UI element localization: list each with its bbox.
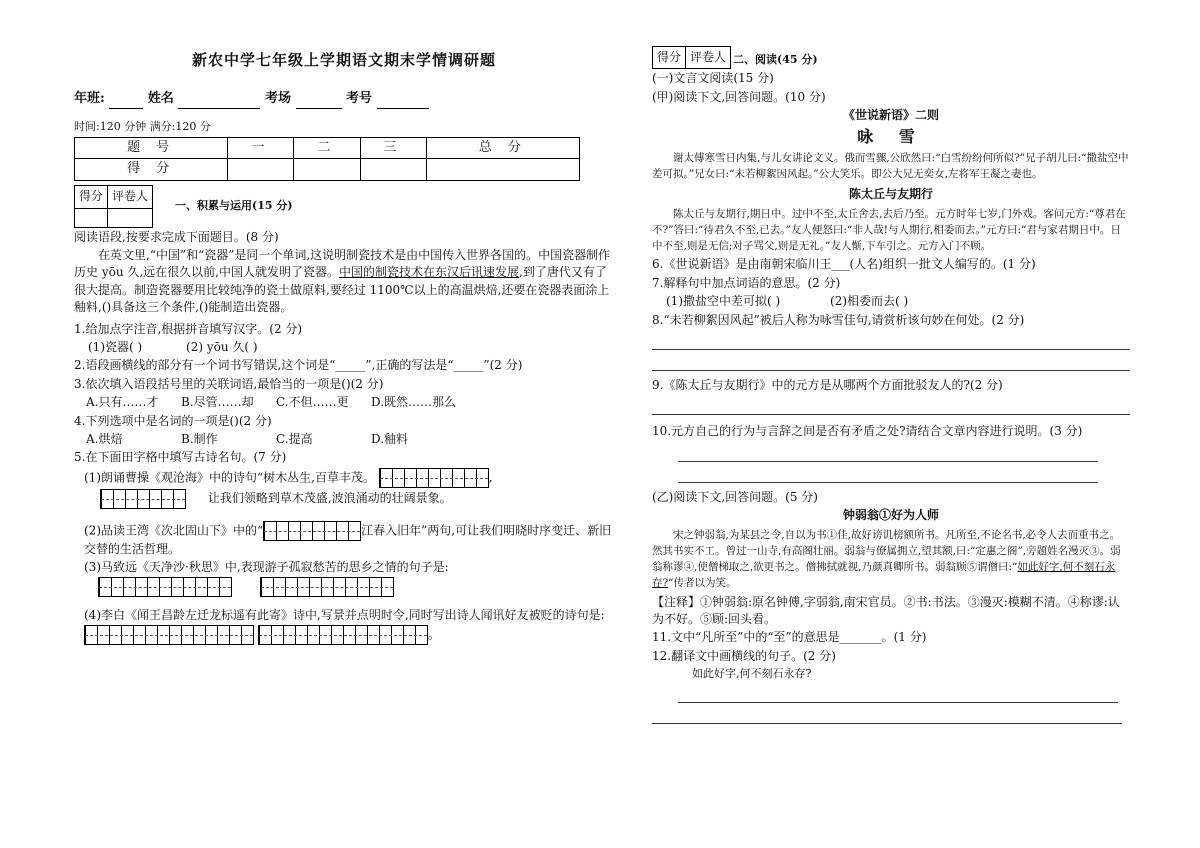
exam-number-field[interactable]	[377, 96, 429, 109]
answer-line[interactable]	[652, 709, 1122, 724]
answer-line[interactable]	[652, 400, 1130, 415]
answer-line[interactable]	[652, 356, 1130, 371]
student-info-line: 年班: 姓名 考场 考号	[74, 90, 614, 109]
section2-title: 二、阅读(45 分)	[733, 53, 818, 66]
zhong-text: 宋之钟弱翁,为某县之令,自以为书①佳,故好谤讥榜额所书。凡所至,不论名书,必令人去而重书之。然其书实不工。曾过一山寺,有高阁壮丽。弱翁与僚属拥立,望其额,曰:“定惠之阁”,旁题姓名漫灭③。弱翁称谬④,使僧梯取之,欲更书之。僧拂拭就视,乃颜真卿所书。弱翁顾⑤谓僧曰:“如此好字,何不刻石永存?”传者以为笑。	[652, 528, 1121, 590]
left-column: 新农中学七年级上学期语文期末学情调研题 年班: 姓名 考场 考号 时间:120 分钟 满分:120 分 题 号 一 二 三 总 分 得 分 得分 评卷人 一、积累与运用(15 分) 阅读语段,按要求完成下面题目。(8 分) 在英文里,“中国”和“瓷器”是同一个单词,这说明制瓷技术是由中国传入世界各国的。中国瓷器制作历史 yōu 久,远在很久以前,中国人就发明了瓷器。中国的制瓷技术在东汉后讯速发展,到了唐代又有了很大提高。制造瓷器要用比较纯净的瓷土做原料,要经过 1100℃以上的高温烘焙,还要在瓷器表面涂上釉料,()具备这三个条件,()能制造出瓷器。 1.给加点字注音,根据拼音填写汉字。(2 分) (1)瓷器( ) (2) yōu 久( ) 2.语段画横线的部分有一个词书写错误,这个词是“_____”,正确的写法是“_____”(2 分) 3.依次填入语段括号里的关联词语,最恰当的一项是()(2 分) A.只有……才 B.尽管……却 C.不但……更 D.既然……那么 4.下列选项中是名词的一项是()(2 分) A.烘焙 B.制作 C.提高 D.釉料 5.在下面田字格中填写古诗名句。(7 分) (1)朗诵曹操《观沧海》中的诗句“树木丛生,百草丰茂。 , 让我们领略到草木茂盛,波浪涌动的壮阔景象。 (2)品读王湾《次北固山下》中的“ 江春入旧年”两句,可让我们明晓时序变迁、新旧交替的生活哲理。 (3)马致远《天净沙·秋思》中,表现游子孤寂愁苦的思乡之情的句子是: (4)李白《闻王昌龄左迁龙标遥有此寄》诗中,写景并点明时令,同时写出诗人闻讯好友被贬的诗句是: 。	[74, 50, 614, 646]
yongxue-text: 谢太傅寒雪日内集,与儿女讲论文义。俄而雪骤,公欣然曰:“白雪纷纷何所似?”兄子胡儿曰:“撒盐空中差可拟。”兄女曰:“未若柳絮因风起。”公大笑乐。即公大兄无奕女,左将军王凝之妻也。	[652, 151, 1129, 181]
answer-grid[interactable]	[263, 521, 361, 541]
exam-title: 新农中学七年级上学期语文期末学情调研题	[191, 51, 496, 69]
section1-header	[74, 185, 614, 227]
answer-line[interactable]	[678, 447, 1098, 462]
q4-options: A.烘焙 B.制作 C.提高 D.釉料	[86, 431, 409, 446]
chen-text: 陈太丘与友期行,期日中。过中不至,太丘舍去,去后乃至。元方时年七岁,门外戏。客问元方:“尊君在不?”答曰:“待君久不至,已去。”友人便怒曰:“非人哉!与人期行,相委而去。”元方曰:“君与家君期日中。日中不至,则是无信;对子骂父,则是无礼。”友人惭,下车引之。元方入门不顾。	[652, 207, 1126, 253]
answer-grid[interactable]	[100, 489, 186, 509]
answer-line[interactable]	[678, 688, 1118, 703]
score-table: 题 号 一 二 三 总 分 得 分	[74, 137, 580, 182]
answer-grid[interactable]	[379, 468, 489, 488]
q3-options: A.只有……才 B.尽管……却 C.不但……更 D.既然……那么	[86, 395, 457, 410]
name-field[interactable]	[178, 96, 260, 109]
answer-grid[interactable]	[84, 625, 254, 645]
answer-line[interactable]	[678, 468, 1098, 483]
time-info: 时间:120 分钟 满分:120 分	[74, 119, 211, 133]
right-column: 得分 评卷人 二、阅读(45 分) (一)文言文阅读(15 分) (甲)阅读下文,回答问题。(10 分) 《世说新语》二则 咏 雪 谢太傅寒雪日内集,与儿女讲论文义。俄而雪骤,公欣然曰:“白雪纷纷何所似?”兄子胡儿曰:“撒盐空中差可拟。”兄女曰:“未若柳絮因风起。”公大笑乐。即公大兄无奕女,左将军王凝之妻也。 陈太丘与友期行 陈太丘与友期行,期日中。过中不至,太丘舍去,去后乃至。元方时年七岁,门外戏。客问元方:“尊君在不?”答曰:“待君久不至,已去。”友人便怒曰:“非人哉!与人期行,相委而去。”元方曰:“君与家君期日中。日中不至,则是无信;对子骂父,则是无礼。”友人惭,下车引之。元方入门不顾。 6.《世说新语》是由南朝宋临川王___(人名)组织一批文人编写的。(1 分) 7.解释句中加点词语的意思。(2 分) (1)撒盐空中差可拟( ) (2)相委而去( ) 8.“未若柳絮因风起”被后人称为咏雪佳句,请赏析该句妙在何处。(2 分) 9.《陈太丘与友期行》中的元方是从哪两个方面批驳友人的?(2 分) 10.元方自己的行为与言辞之间是否有矛盾之处?请结合文章内容进行说明。(3 分) (乙)阅读下文,回答问题。(5 分) 钟弱翁①好为人师 宋之钟弱翁,为某县之令,自以为书①佳,故好谤讥榜额所书。凡所至,不论名书,必令人去而重书之。然其书实不工。曾过一山寺,有高阁壮丽。弱翁与僚属拥立,望其额,曰:“定惠之阁”,旁题姓名漫灭③。弱翁称谬④,使僧梯取之,欲更书之。僧拂拭就视,乃颜真卿所书。弱翁顾⑤谓僧曰:“如此好字,何不刻石永存?”传者以为笑。 【注释】①钟弱翁:原名钟傅,字弱翁,南宋官员。②书:书法。③漫灭:模糊不清。④称谬:认为不好。⑤顾:回头看。 11.文中“凡所至”中的“至”的意思是_______。(1 分) 12.翻译文中画横线的句子。(2 分) 如此好字,何不刻石永存?	[652, 52, 1130, 730]
poem-title: 咏 雪	[857, 126, 925, 146]
passage: 在英文里,“中国”和“瓷器”是同一个单词,这说明制瓷技术是由中国传入世界各国的。中国瓷器制作历史 yōu 久,远在很久以前,中国人就发明了瓷器。中国的制瓷技术在东汉后讯速发展,到了唐代又有了很大提高。制造瓷器要用比较纯净的瓷土做原料,要经过 1100℃以上的高温烘焙,还要在瓷器表面涂上釉料,()具备这三个条件,()能制造出瓷器。	[74, 248, 611, 315]
answer-grid[interactable]	[258, 625, 428, 645]
chen-title: 陈太丘与友期行	[848, 187, 933, 202]
book-title: 《世说新语》二则	[842, 108, 939, 123]
note: 【注释】①钟弱翁:原名钟傅,字弱翁,南宋官员。②书:书法。③漫灭:模糊不清。④称谬:认为不好。⑤顾:回头看。	[652, 594, 1120, 627]
room-field[interactable]	[296, 96, 342, 109]
grader-box: 得分 评卷人	[74, 185, 153, 227]
class-field[interactable]	[109, 96, 143, 109]
section2-header	[652, 52, 1130, 69]
zhong-title: 钟弱翁①好为人师	[842, 508, 939, 523]
answer-grid[interactable]	[260, 577, 394, 597]
grader-box-2: 得分 评卷人	[652, 46, 731, 69]
answer-grid[interactable]	[98, 577, 232, 597]
section1-title: 一、积累与运用(15 分)	[175, 198, 293, 212]
answer-line[interactable]	[652, 335, 1130, 350]
